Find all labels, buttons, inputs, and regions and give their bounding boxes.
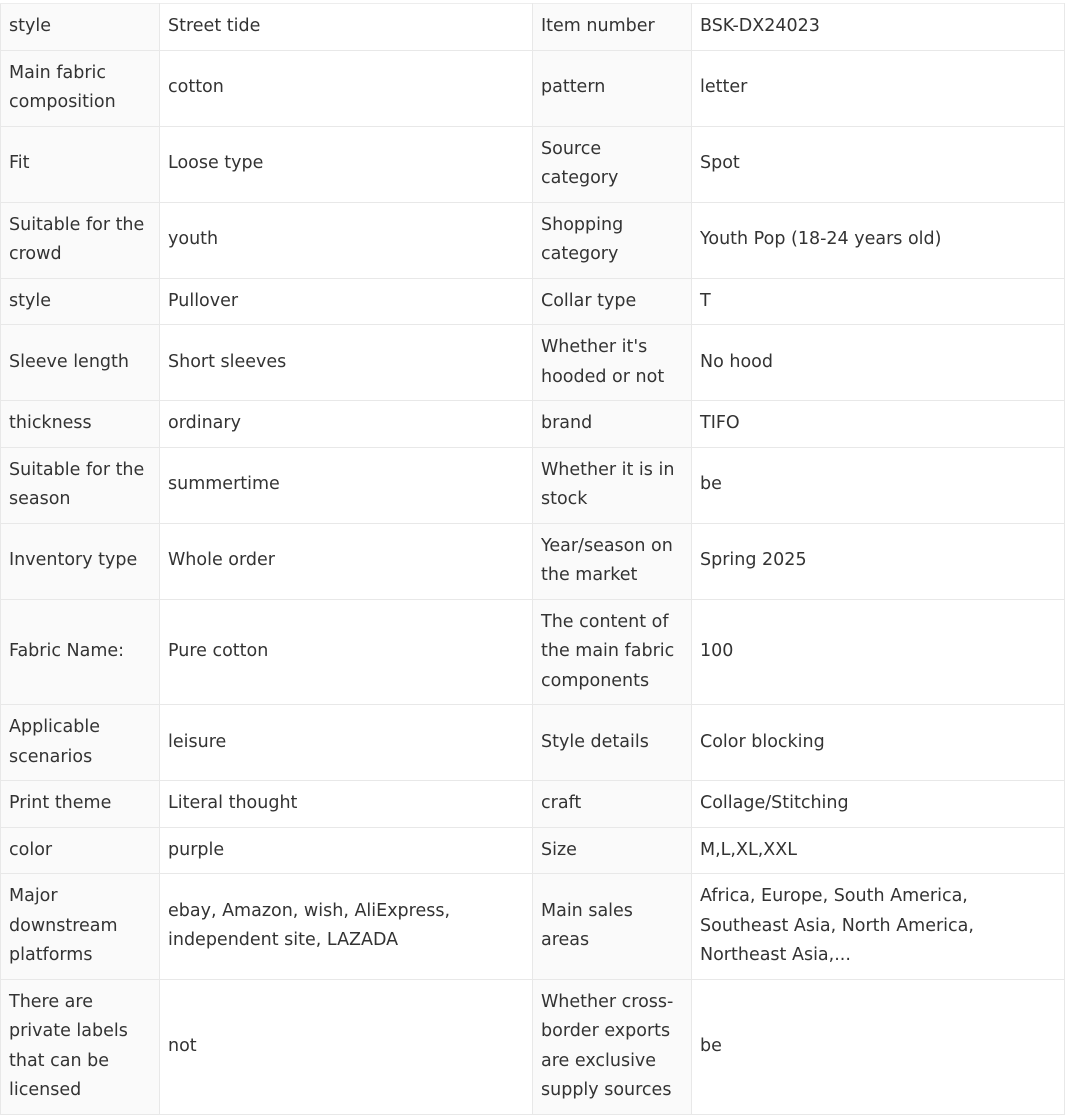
attribute-label: Whether it is in stock	[533, 447, 692, 523]
attribute-value: summertime	[160, 447, 533, 523]
attribute-label: Major downstream platforms	[1, 874, 160, 980]
attribute-value: BSK-DX24023	[692, 4, 1065, 51]
attribute-label: Whether it's hooded or not	[533, 325, 692, 401]
attribute-label: style	[1, 4, 160, 51]
attribute-label: Item number	[533, 4, 692, 51]
attribute-value: ordinary	[160, 401, 533, 448]
attribute-value: Loose type	[160, 126, 533, 202]
table-row	[1, 979, 1065, 1114]
attribute-label: style	[1, 278, 160, 325]
attribute-label: Year/season on the market	[533, 523, 692, 599]
attribute-value: Spring 2025	[692, 523, 1065, 599]
attribute-label: Shopping category	[533, 202, 692, 278]
attribute-label: Sleeve length	[1, 325, 160, 401]
attribute-value: T	[692, 278, 1065, 325]
attribute-value: be	[692, 447, 1065, 523]
attribute-label: The content of the main fabric components	[533, 599, 692, 705]
attribute-value: Youth Pop (18-24 years old)	[692, 202, 1065, 278]
attribute-value: letter	[692, 50, 1065, 126]
attribute-value: Africa, Europe, South America, Southeast Asia, North America, Northeast Asia,...	[692, 874, 1065, 980]
attribute-label: Print theme	[1, 781, 160, 828]
attribute-label: Main fabric composition	[1, 50, 160, 126]
table-row	[1, 50, 1065, 126]
attribute-value: Street tide	[160, 4, 533, 51]
attribute-label: Applicable scenarios	[1, 705, 160, 781]
attribute-value: TIFO	[692, 401, 1065, 448]
attribute-value: youth	[160, 202, 533, 278]
attribute-value: leisure	[160, 705, 533, 781]
attribute-label: Style details	[533, 705, 692, 781]
attribute-value: Collage/Stitching	[692, 781, 1065, 828]
table-row	[1, 325, 1065, 401]
attribute-label: Whether cross-border exports are exclusive supply sources	[533, 979, 692, 1114]
attribute-label: Collar type	[533, 278, 692, 325]
attribute-value: not	[160, 979, 533, 1114]
attribute-label: color	[1, 827, 160, 874]
attribute-value: be	[692, 979, 1065, 1114]
table-row	[1, 278, 1065, 325]
attribute-value: Color blocking	[692, 705, 1065, 781]
attribute-value: Short sleeves	[160, 325, 533, 401]
attribute-label: Inventory type	[1, 523, 160, 599]
attribute-label: pattern	[533, 50, 692, 126]
attribute-value: Pullover	[160, 278, 533, 325]
table-row	[1, 126, 1065, 202]
table-row	[1, 827, 1065, 874]
attribute-label: There are private labels that can be licensed	[1, 979, 160, 1114]
attribute-label: brand	[533, 401, 692, 448]
attribute-label: Suitable for the season	[1, 447, 160, 523]
attribute-value: ebay, Amazon, wish, AliExpress, independent site, LAZADA	[160, 874, 533, 980]
attribute-label: craft	[533, 781, 692, 828]
table-row	[1, 4, 1065, 51]
attribute-value: Pure cotton	[160, 599, 533, 705]
attribute-label: Fabric Name:	[1, 599, 160, 705]
table-row	[1, 447, 1065, 523]
attribute-label: Source category	[533, 126, 692, 202]
attribute-value: No hood	[692, 325, 1065, 401]
table-row	[1, 781, 1065, 828]
attribute-value: M,L,XL,XXL	[692, 827, 1065, 874]
product-attributes-table	[0, 3, 1065, 1115]
attribute-label: Size	[533, 827, 692, 874]
attribute-value: cotton	[160, 50, 533, 126]
table-row	[1, 401, 1065, 448]
attribute-label: Suitable for the crowd	[1, 202, 160, 278]
table-row	[1, 705, 1065, 781]
attribute-label: Fit	[1, 126, 160, 202]
attribute-label: Main sales areas	[533, 874, 692, 980]
table-row	[1, 202, 1065, 278]
table-row	[1, 523, 1065, 599]
attribute-label: thickness	[1, 401, 160, 448]
table-row	[1, 599, 1065, 705]
attribute-value: purple	[160, 827, 533, 874]
attribute-value: Whole order	[160, 523, 533, 599]
attribute-value: Literal thought	[160, 781, 533, 828]
table-row	[1, 874, 1065, 980]
attribute-value: Spot	[692, 126, 1065, 202]
attribute-value: 100	[692, 599, 1065, 705]
